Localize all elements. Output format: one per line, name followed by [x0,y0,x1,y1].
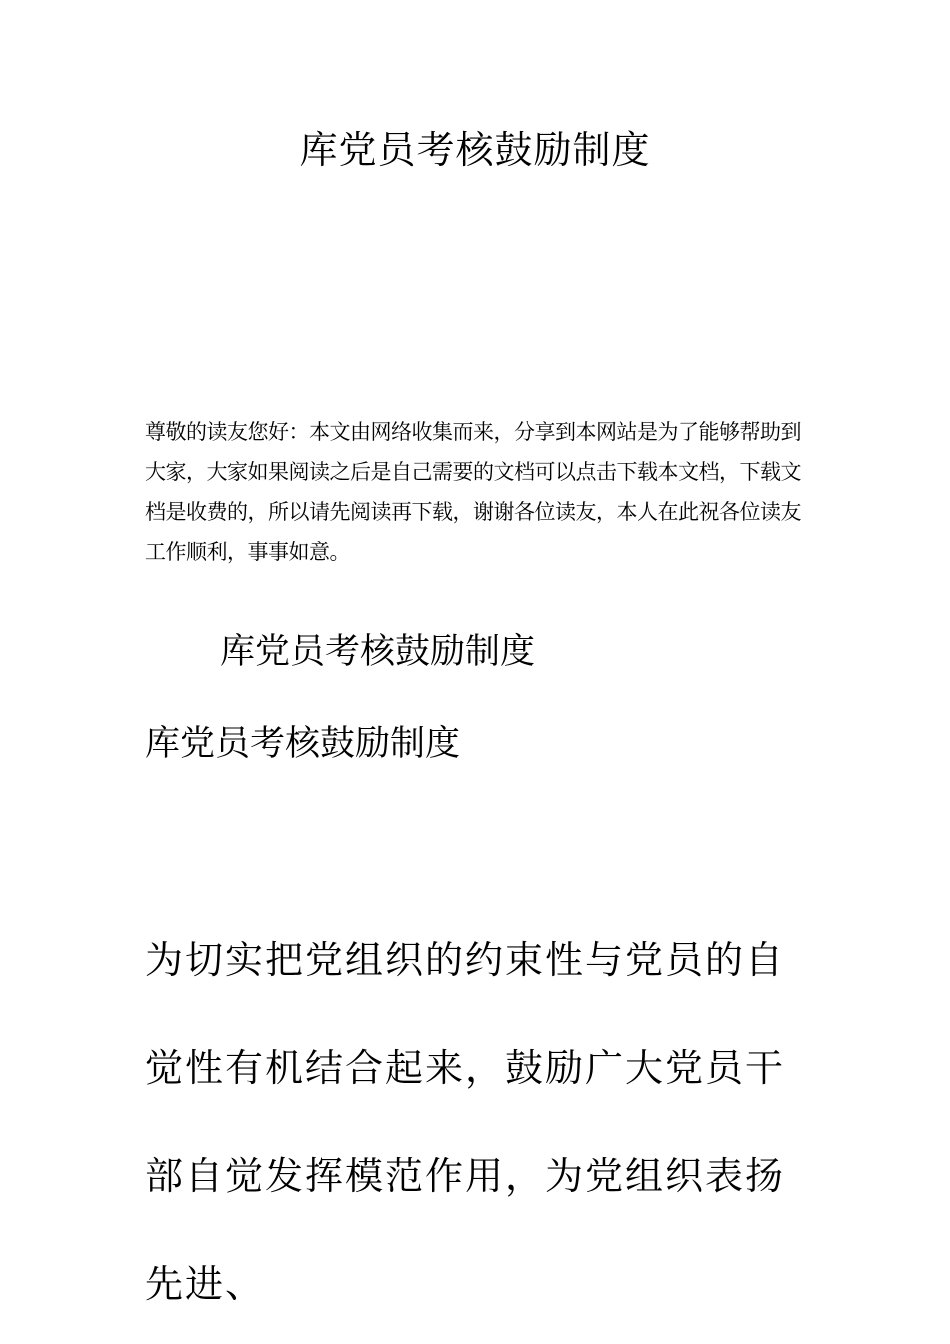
section-heading-indented: 库党员考核鼓励制度 [220,632,536,672]
body-paragraph: 为切实把党组织的约束性与党员的自觉性有机结合起来，鼓励广大党员干部自觉发挥模范作用，为党组织表扬先进、 [145,938,786,1306]
reader-notice: 尊敬的读友您好：本文由网络收集而来，分享到本网站是为了能够帮助到大家，大家如果阅读之后是自己需要的文档可以点击下载本文档，下载文档是收费的，所以请先阅读再下载，谢谢各位读友，本人在此祝各位读友工作顺利，事事如意。 [145,420,801,564]
document-title: 库党员考核鼓励制度 [299,128,651,172]
section-heading: 库党员考核鼓励制度 [145,724,461,764]
